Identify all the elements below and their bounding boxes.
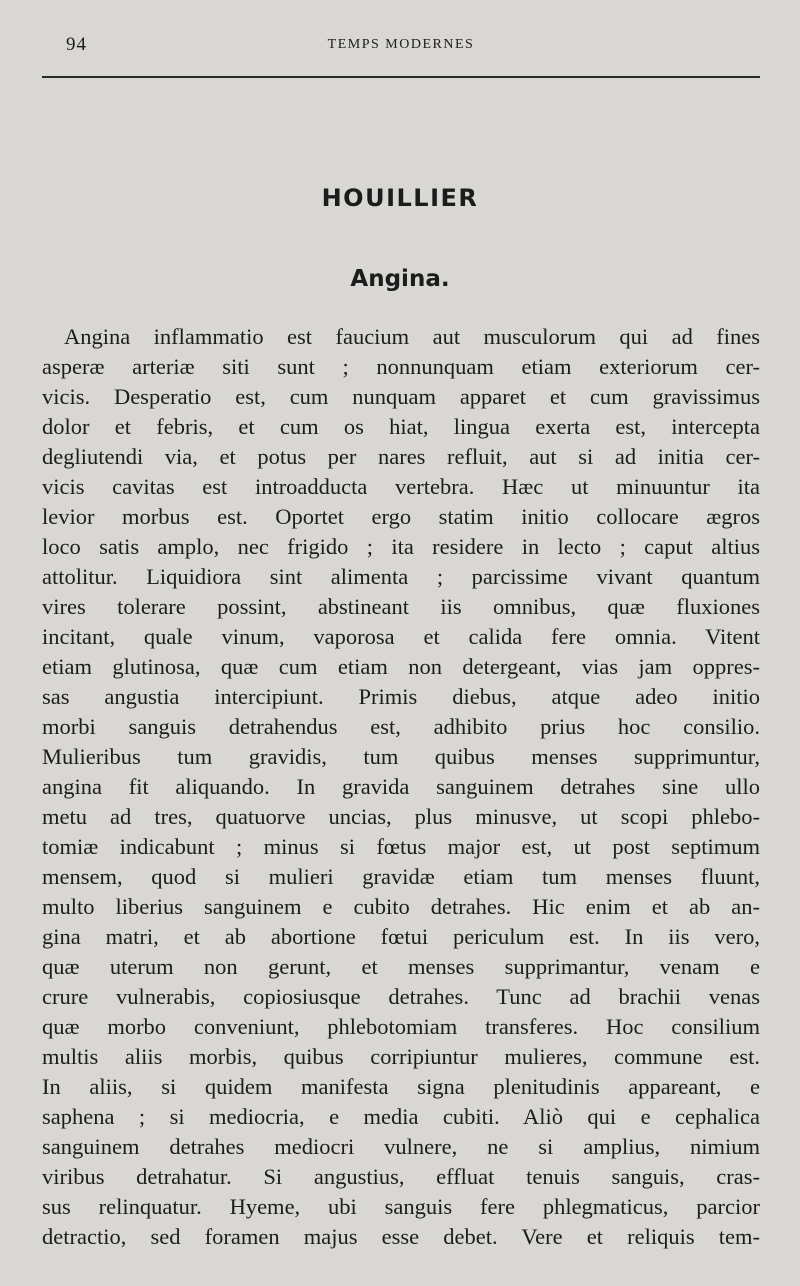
text-line: quæ morbo conveniunt, phlebotomiam transferes. Hoc consilium [42,1014,760,1039]
text-line: metu ad tres, quatuorve uncias, plus minusve, ut scopi phlebo- [42,804,760,829]
text-line: vicis cavitas est introadducta vertebra. Hæc ut minuuntur ita [42,474,760,499]
running-title: TEMPS MODERNES [327,37,475,52]
section-title: Angina. [350,266,450,292]
text-line: degliutendi via, et potus per nares refluit, aut si ad initia cer- [42,444,760,469]
text-line: viribus detrahatur. Si angustius, effluat tenuis sanguis, cras- [42,1164,760,1189]
text-line: attolitur. Liquidiora sint alimenta ; parcissime vivant quantum [42,564,760,589]
text-line: vires tolerare possint, abstineant iis omnibus, quæ fluxiones [42,594,760,619]
text-line: Mulieribus tum gravidis, tum quibus menses supprimuntur, [42,744,760,769]
text-line: Angina inflammatio est faucium aut musculorum qui ad fines [64,324,760,349]
text-line: levior morbus est. Oportet ergo statim initio collocare ægros [42,504,760,529]
page-number: 94 [66,34,87,55]
text-line: incitant, quale vinum, vaporosa et calida fere omnia. Vitent [42,624,760,649]
text-line: mensem, quod si mulieri gravidæ etiam tum menses fluunt, [42,864,760,889]
text-line: tomiæ indicabunt ; minus si fœtus major est, ut post septimum [42,834,760,859]
text-line: In aliis, si quidem manifesta signa plenitudinis appareant, e [42,1074,760,1099]
text-line: detractio, sed foramen majus esse debet. Vere et reliquis tem- [42,1224,760,1249]
text-line: multo liberius sanguinem e cubito detrahes. Hic enim et ab an- [42,894,760,919]
text-line: etiam glutinosa, quæ cum etiam non detergeant, vias jam oppres- [42,654,760,679]
text-line: crure vulnerabis, copiosiusque detrahes. Tunc ad brachii venas [42,984,760,1009]
text-line: gina matri, et ab abortione fœtui periculum est. In iis vero, [42,924,760,949]
text-line: sas angustia intercipiunt. Primis diebus, atque adeo initio [42,684,760,709]
text-line: vicis. Desperatio est, cum nunquam apparet et cum gravissimus [42,384,760,409]
text-line: angina fit aliquando. In gravida sanguinem detrahes sine ullo [42,774,760,799]
text-line: asperæ arteriæ siti sunt ; nonnunquam etiam exteriorum cer- [42,354,760,379]
author-heading: HOUILLIER [321,184,479,212]
body-text [42,322,760,1252]
text-line: sus relinquatur. Hyeme, ubi sanguis fere phlegmaticus, parcior [42,1194,760,1219]
running-head [42,34,760,60]
text-line: multis aliis morbis, quibus corripiuntur mulieres, commune est. [42,1044,760,1069]
text-line: morbi sanguis detrahendus est, adhibito prius hoc consilio. [42,714,760,739]
header-rule [42,76,760,78]
text-line: saphena ; si mediocria, e media cubiti. Aliò qui e cephalica [42,1104,760,1129]
text-line: dolor et febris, et cum os hiat, lingua exerta est, intercepta [42,414,760,439]
text-line: quæ uterum non gerunt, et menses supprimantur, venam e [42,954,760,979]
text-line: loco satis amplo, nec frigido ; ita residere in lecto ; caput altius [42,534,760,559]
text-line: sanguinem detrahes mediocri vulnere, ne si amplius, nimium [42,1134,760,1159]
